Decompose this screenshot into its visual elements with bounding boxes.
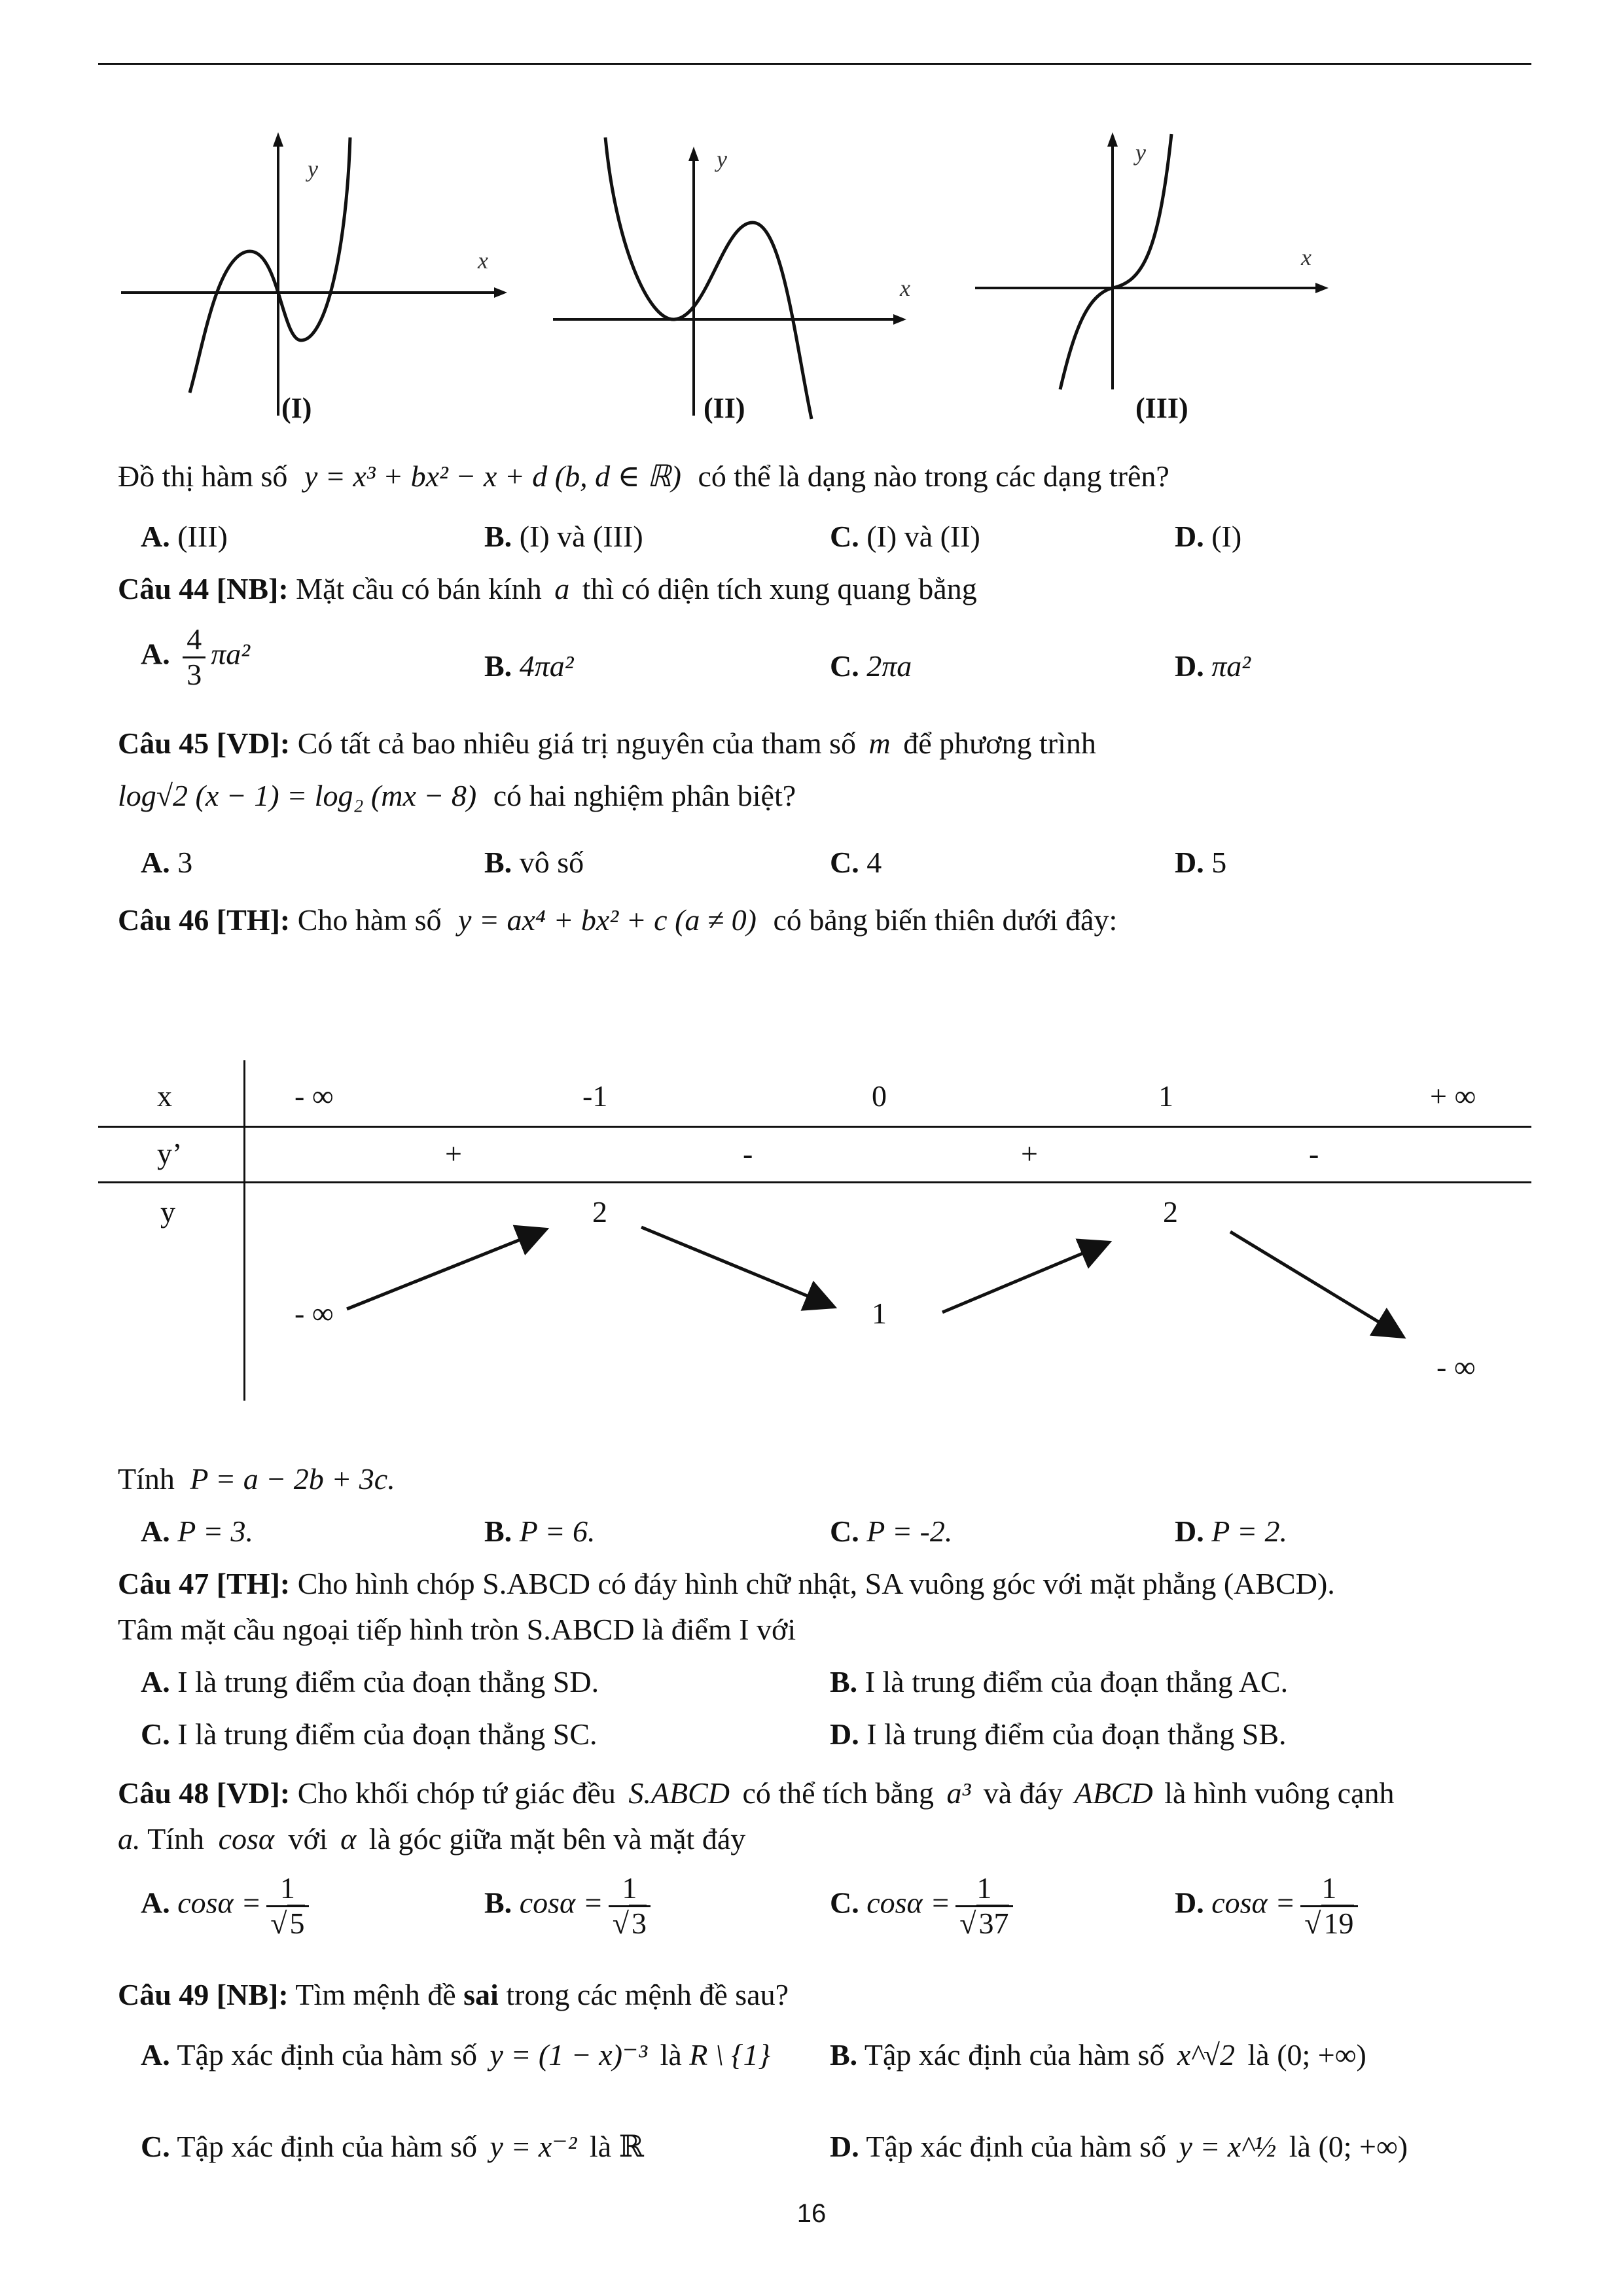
option-text: (I) và (II) [866, 520, 980, 553]
graph-III-x-label: x [1301, 244, 1311, 270]
q46-stem [118, 902, 1117, 938]
option-text: (I) [1211, 520, 1242, 553]
q44-stem-post: thì có diện tích xung quang bằng [582, 572, 977, 605]
option-text: P = 3. [177, 1515, 254, 1548]
option-letter: D. [830, 2130, 859, 2163]
option-letter: B. [484, 520, 512, 553]
sign-value: - [1309, 1137, 1319, 1170]
q47-option-a[interactable] [141, 1664, 599, 1700]
q48-pyr: S.ABCD [628, 1776, 730, 1810]
y-value: 2 [1163, 1195, 1178, 1229]
option-letter: A. [141, 1665, 170, 1698]
option-tail: ℝ [618, 2130, 644, 2163]
q48-line2-tail: là góc giữa mặt bên và mặt đáy [368, 1822, 746, 1856]
q44-option-b[interactable] [484, 648, 574, 684]
q46-label: Câu 46 [TH]: [118, 903, 291, 937]
arrow-up-2 [942, 1244, 1106, 1312]
sqrt-radicand: 5 [287, 1905, 305, 1940]
graph-II [543, 124, 949, 425]
q45-option-d[interactable] [1175, 844, 1226, 880]
option-text: I là trung điểm của đoạn thẳng SB. [866, 1717, 1287, 1751]
q49-option-a[interactable] [141, 2037, 770, 2073]
graph-I-x-label: x [478, 247, 488, 274]
option-text: 2πa [866, 649, 912, 683]
fraction-denominator: √19 [1300, 1907, 1357, 1941]
option-math: y = x^½ [1179, 2130, 1277, 2163]
sqrt-radicand: 19 [1321, 1905, 1354, 1940]
q48-stem-line2 [118, 1821, 745, 1857]
option-letter: C. [830, 1886, 859, 1920]
sqrt-radicand: 37 [976, 1905, 1009, 1940]
q43-option-d[interactable] [1175, 518, 1241, 554]
q47-stem-line1 [118, 1566, 1335, 1602]
q48-p4: là hình vuông cạnh [1164, 1776, 1395, 1810]
fraction [183, 623, 205, 691]
sqrt-radicand: 3 [629, 1905, 647, 1940]
option-text: vô số [519, 846, 584, 879]
option-text: 5 [1211, 846, 1227, 879]
x-value: -1 [582, 1079, 608, 1113]
q46-option-c[interactable] [830, 1513, 952, 1549]
option-text: (I) và (III) [519, 520, 643, 553]
fraction-numerator: 1 [609, 1872, 651, 1907]
option-text: 3 [177, 846, 193, 879]
option-text: (III) [177, 520, 228, 553]
q48-vol: a³ [946, 1776, 971, 1810]
q47-line1: Cho hình chóp S.ABCD có đáy hình chữ nhật, SA vuông góc với mặt phẳng (ABCD). [297, 1567, 1335, 1600]
option-letter: D. [830, 1717, 859, 1751]
option-letter: B. [484, 649, 512, 683]
option-letter: D. [1175, 520, 1204, 553]
option-letter: A. [141, 520, 170, 553]
option-letter: D. [1175, 846, 1204, 879]
graph-II-y-label: y [717, 146, 727, 172]
fraction-denominator: √5 [266, 1907, 308, 1941]
q43-option-a[interactable] [141, 518, 228, 554]
q48-p1: Cho khối chóp tứ giác đều [297, 1776, 616, 1810]
sign-value: + [445, 1137, 462, 1170]
option-text: I là trung điểm của đoạn thẳng SC. [177, 1717, 597, 1751]
variation-table [98, 1060, 1531, 1401]
q47-option-c[interactable] [141, 1716, 597, 1752]
fraction-numerator: 1 [266, 1872, 308, 1907]
graph-label-II: (II) [704, 392, 745, 424]
option-letter: B. [830, 1665, 858, 1698]
option-mid: là [589, 2130, 612, 2163]
option-letter: A. [141, 2038, 170, 2072]
q44-option-d[interactable] [1175, 648, 1251, 684]
table-row-y-label: y [160, 1195, 175, 1229]
option-text: I là trung điểm của đoạn thẳng SD. [177, 1665, 599, 1698]
q46-stem-pre: Cho hàm số [297, 903, 442, 937]
q46-option-a[interactable] [141, 1513, 253, 1549]
q49-option-b[interactable] [830, 2037, 1366, 2073]
option-letter: D. [1175, 1886, 1204, 1920]
q46-stem-post: có bảng biến thiên dưới đây: [773, 903, 1118, 937]
option-text: Tập xác định của hàm số [864, 2038, 1165, 2072]
option-text: P = 2. [1211, 1515, 1288, 1548]
option-letter: B. [484, 1886, 512, 1920]
q47-label: Câu 47 [TH]: [118, 1567, 291, 1600]
q48-option-d[interactable] [1175, 1872, 1363, 1940]
option-text: Tập xác định của hàm số [177, 2130, 477, 2163]
q43-option-c[interactable] [830, 518, 980, 554]
y-value: - ∞ [294, 1297, 334, 1330]
q45-var: m [868, 726, 891, 760]
sign-value: + [1021, 1137, 1038, 1170]
x-value: + ∞ [1430, 1079, 1476, 1113]
q47-option-b[interactable] [830, 1664, 1288, 1700]
option-tail: (0; +∞) [1277, 2038, 1366, 2072]
option-text: cosα = [1211, 1886, 1296, 1920]
option-text: cosα = [866, 1886, 951, 1920]
table-row-x-label: x [157, 1079, 172, 1113]
option-text: πa² [211, 637, 251, 671]
q45-option-a[interactable] [141, 844, 192, 880]
option-letter: B. [484, 1515, 512, 1548]
q48-base: ABCD [1074, 1776, 1153, 1810]
q44-option-c[interactable] [830, 648, 912, 684]
q45-equation-line [118, 778, 796, 814]
fraction-denominator: √3 [609, 1907, 651, 1941]
x-value: 0 [872, 1079, 887, 1113]
q43-option-b[interactable] [484, 518, 643, 554]
q44-var: a [554, 572, 570, 605]
option-letter: B. [484, 846, 512, 879]
option-text: Tập xác định của hàm số [866, 2130, 1166, 2163]
graph-label-III: (III) [1135, 392, 1188, 424]
q49-label: Câu 49 [NB]: [118, 1978, 289, 2011]
fraction-denominator: 3 [187, 657, 202, 691]
option-text: cosα = [177, 1886, 262, 1920]
fraction [1300, 1872, 1357, 1940]
option-text: I là trung điểm của đoạn thẳng AC. [865, 1665, 1289, 1698]
q48-stem-line1 [118, 1775, 1395, 1811]
q43-stem-post: có thể là dạng nào trong các dạng trên? [698, 459, 1169, 493]
q47-stem-line2: Tâm mặt cầu ngoại tiếp hình tròn S.ABCD là điểm I với [118, 1613, 796, 1646]
q48-option-b[interactable] [484, 1872, 656, 1940]
graph-I-y-label: y [308, 156, 318, 182]
option-text: P = 6. [519, 1515, 596, 1548]
q49-option-d[interactable] [830, 2128, 1408, 2164]
option-text: 4 [866, 846, 882, 879]
option-mid: là [1289, 2130, 1311, 2163]
q48-line2-with: với [288, 1822, 328, 1856]
option-letter: A. [141, 1515, 170, 1548]
option-letter: D. [1175, 649, 1204, 683]
option-mid: là [1247, 2038, 1270, 2072]
option-letter: C. [830, 520, 859, 553]
q46-compute-formula: P = a − 2b + 3c. [190, 1462, 395, 1496]
option-text: Tập xác định của hàm số [177, 2038, 477, 2072]
q46-compute-label: Tính [118, 1462, 175, 1496]
option-math: x^√2 [1177, 2038, 1235, 2072]
page-number: 16 [796, 2199, 827, 2228]
option-letter: A. [141, 1886, 170, 1920]
q48-option-c[interactable] [830, 1872, 1018, 1940]
option-letter: C. [141, 1717, 170, 1751]
x-value: - ∞ [294, 1079, 334, 1113]
q46-formula: y = ax⁴ + bx² + c (a ≠ 0) [458, 903, 757, 937]
fraction-numerator: 1 [955, 1872, 1012, 1907]
q44-label: Câu 44 [NB]: [118, 572, 289, 605]
option-letter: C. [830, 1515, 859, 1548]
q48-line2-alpha: α [340, 1822, 357, 1856]
graph-III-y-label: y [1135, 139, 1146, 166]
q49-stem [118, 1977, 789, 2013]
variation-arrows [98, 1060, 1531, 1401]
q45-option-c[interactable] [830, 844, 882, 880]
option-tail: (0; +∞) [1318, 2130, 1408, 2163]
q48-line2-var: a. [118, 1822, 141, 1856]
y-value: 2 [592, 1195, 607, 1229]
q48-line2-mid: Tính [147, 1822, 205, 1856]
fraction-numerator: 4 [183, 623, 205, 658]
fraction-denominator: √37 [955, 1907, 1012, 1941]
graph-II-x-label: x [900, 275, 910, 301]
option-math: y = x⁻² [490, 2130, 577, 2163]
option-letter: C. [830, 649, 859, 683]
option-text: P = -2. [866, 1515, 953, 1548]
option-letter: A. [141, 637, 170, 671]
option-mid: là [660, 2038, 682, 2072]
header-rule [98, 63, 1531, 65]
q48-line2-cos: cosα [218, 1822, 275, 1856]
option-letter: A. [141, 846, 170, 879]
q48-p3: và đáy [983, 1776, 1063, 1810]
q45-stem-pre: Có tất cả bao nhiêu giá trị nguyên của tham số [297, 726, 857, 760]
q45-stem-post: để phương trình [903, 726, 1096, 760]
q49-stem-bold: sai [463, 1978, 499, 2011]
graph-I [111, 124, 517, 425]
fraction [609, 1872, 651, 1940]
q44-stem-pre: Mặt cầu có bán kính [296, 572, 542, 605]
q47-option-d[interactable] [830, 1716, 1287, 1752]
q45-equation: log√2 (x − 1) = log₂ (mx − 8) [118, 779, 477, 812]
option-tail: R \ {1} [689, 2038, 770, 2072]
q43-stem-pre: Đồ thị hàm số [118, 459, 288, 493]
graph-III [969, 124, 1335, 425]
q45-equation-post: có hai nghiệm phân biệt? [493, 779, 796, 812]
table-row-yprime-label: y’ [157, 1137, 183, 1170]
q43-stem [118, 458, 1169, 494]
q49-stem-post: trong các mệnh đề sau? [506, 1978, 789, 2011]
q46-compute [118, 1461, 395, 1497]
q49-stem-pre: Tìm mệnh đề [295, 1978, 456, 2011]
option-text: 4πa² [519, 649, 574, 683]
x-value: 1 [1158, 1079, 1173, 1113]
y-value: - ∞ [1436, 1350, 1476, 1384]
option-letter: C. [141, 2130, 170, 2163]
fraction-numerator: 1 [1300, 1872, 1357, 1907]
option-math: y = (1 − x)⁻³ [490, 2038, 648, 2072]
q48-option-a[interactable] [141, 1872, 314, 1940]
q45-label: Câu 45 [VD]: [118, 726, 291, 760]
arrow-up-1 [347, 1230, 543, 1309]
arrow-down-2 [1230, 1232, 1400, 1335]
sign-value: - [743, 1137, 753, 1170]
q46-option-b[interactable] [484, 1513, 596, 1549]
fraction [266, 1872, 308, 1940]
option-letter: B. [830, 2038, 858, 2072]
q48-label: Câu 48 [VD]: [118, 1776, 291, 1810]
option-text: cosα = [519, 1886, 603, 1920]
q43-formula: y = x³ + bx² − x + d (b, d ∈ ℝ) [304, 459, 681, 493]
q45-option-b[interactable] [484, 844, 584, 880]
y-value: 1 [872, 1297, 887, 1330]
q49-option-c[interactable] [141, 2128, 644, 2164]
fraction [955, 1872, 1012, 1940]
q44-stem [118, 571, 977, 607]
arrow-down-1 [641, 1227, 831, 1306]
option-letter: D. [1175, 1515, 1204, 1548]
q44-option-a[interactable] [141, 623, 250, 691]
graph-label-I: (I) [281, 392, 312, 424]
option-text: πa² [1211, 649, 1251, 683]
q45-stem [118, 725, 1096, 761]
q48-p2: có thể tích bằng [742, 1776, 934, 1810]
option-letter: C. [830, 846, 859, 879]
q46-option-d[interactable] [1175, 1513, 1287, 1549]
